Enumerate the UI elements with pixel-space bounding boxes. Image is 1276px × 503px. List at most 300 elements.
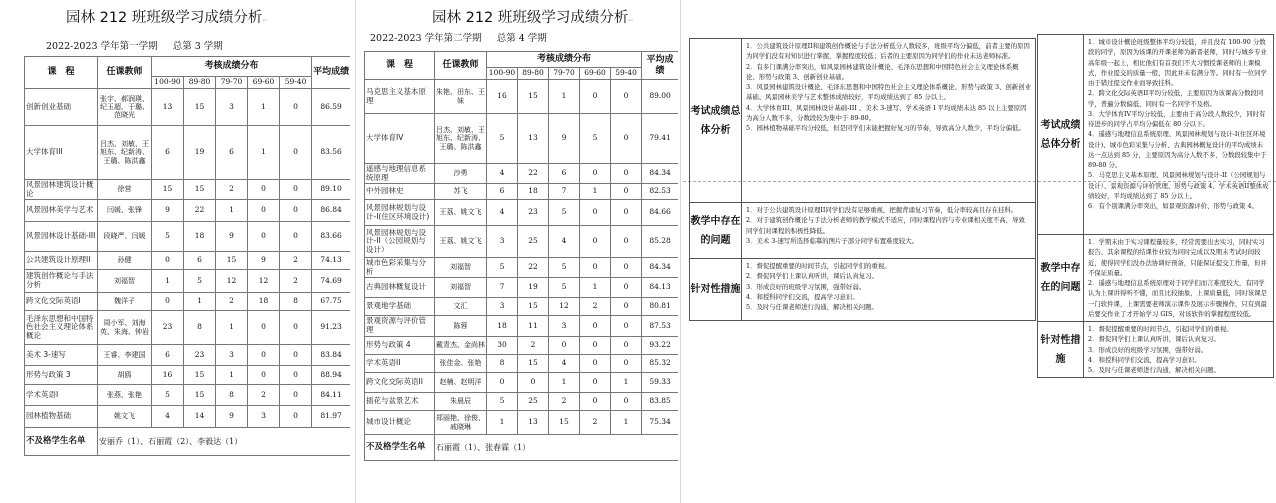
count-cell: 4 [549,355,580,373]
count-cell: 7 [549,184,580,200]
count-cell: 0 [611,164,642,184]
count-cell: 8 [280,293,312,311]
col-dist-header: 考核成绩分布 [152,57,312,77]
count-cell: 18 [487,316,518,337]
count-cell: 16 [487,80,518,114]
count-cell: 13 [518,411,549,435]
count-cell: 3 [487,298,518,316]
count-cell: 6 [152,126,184,180]
course-name-cell: 形势与政策 3 [25,366,98,385]
count-cell: 0 [580,200,611,226]
semester-info: 2022-2023 学年第一学期 总第 3 学期 [46,41,223,52]
avg-cell: 89.10 [312,180,350,200]
measure-item: 2．督促同学们上课认真听讲，课后认真复习。 [1088,335,1220,344]
course-name-cell: 跨文化交际英语I [25,293,98,311]
table-row [365,298,679,316]
count-cell: 25 [518,226,549,258]
teacher-cell: 文汇 [435,298,487,316]
table-row [365,278,679,298]
exam-analysis-label: 考试成绩总体分析 [690,39,742,203]
page-divider [680,0,681,503]
course-name-cell: 形势与政策 4 [365,337,435,355]
count-cell: 15 [152,180,184,200]
course-name-cell: 学术英语I [25,385,98,406]
count-cell: 3 [216,89,248,126]
teacher-cell: 刘福智 [435,258,487,278]
problem-text [1084,235,1274,322]
count-cell: 3 [549,316,580,337]
avg-cell: 75.34 [642,411,678,435]
course-name-cell: 大学体育IV [365,114,435,164]
count-cell: 0 [580,80,611,114]
count-cell: 2 [248,385,280,406]
avg-cell: 89.00 [642,80,678,114]
count-cell: 0 [611,278,642,298]
failing-list-label: 不及格学生名单 [25,428,98,456]
teacher-cell: 刘福智 [435,278,487,298]
measure-text [1084,322,1274,378]
failing-list: 安丽乔（1）、石丽霞（2）、李毅达（1） [98,428,351,456]
count-cell: 6 [152,345,184,366]
course-name-cell: 景观资源与评价管理 [365,316,435,337]
semester-info: 2022-2023 学年第二学期 总第 4 学期 [370,33,547,44]
analysis-item: 3．大学体育IV平均分较低，主要由于高分段人数较少，同时有待进步的同学占平均分偏低在 80 分以下。 [1088,109,1266,128]
course-name-cell: 园林植物基础 [25,406,98,428]
count-cell: 3 [487,226,518,258]
band-header: 59-40 [280,77,312,89]
count-cell: 1 [248,89,280,126]
course-name-cell: 跨文化交际英语II [365,373,435,393]
count-cell: 1 [580,184,611,200]
band-header: 89-80 [184,77,216,89]
count-cell: 4 [549,226,580,258]
count-cell: 22 [184,200,216,222]
course-name-cell: 建筑创作概论与手法分析 [25,270,98,293]
measure-item: 1．督促提醒重要的时间节点，引起同学们的重视。 [1088,325,1233,333]
analysis-table-semester-4 [1037,34,1274,378]
course-name-cell: 风景园林美学与艺术 [25,200,98,222]
avg-cell: 91.23 [312,311,350,345]
table-row [25,89,351,126]
teacher-cell: 戴青杰、金尚林 [435,337,487,355]
table-row [25,385,351,406]
avg-cell: 59.33 [642,373,678,393]
course-name-cell: 学术英语II [365,355,435,373]
table-row [25,222,351,252]
count-cell: 1 [611,411,642,435]
count-cell: 9 [152,200,184,222]
count-cell: 14 [184,406,216,428]
count-cell: 0 [611,184,642,200]
avg-cell: 84.11 [312,385,350,406]
measure-item: 5．及时与任课老师进行沟通，解决相关问题。 [746,303,878,311]
col-course-header: 课 程 [25,57,98,89]
teacher-cell: 苏飞 [435,184,487,200]
problem-item: 1．学期末由于实习课程量较多，经常需要出去实习，同时实习报告、其余课程的结课作业较为同时完成以及期末考试时间较近，使得同学们没办法协调好预备，只能保证提交工作量，但并不保证质量。 [1088,238,1267,277]
avg-cell: 83.84 [312,345,350,366]
count-cell: 9 [549,114,580,164]
teacher-cell: 朱晨辰 [435,393,487,411]
avg-cell: 86.59 [312,89,350,126]
count-cell: 19 [518,278,549,298]
count-cell: 0 [248,180,280,200]
table-row [365,184,679,200]
band-header: 100-90 [152,77,184,89]
problem-label: 教学中存在的问题 [1038,235,1084,322]
count-cell: 0 [611,80,642,114]
count-cell: 0 [280,385,312,406]
count-cell: 22 [518,258,549,278]
count-cell: 5 [152,385,184,406]
band-header: 69-60 [580,68,611,80]
count-cell: 0 [248,366,280,385]
band-header: 79-70 [216,77,248,89]
count-cell: 18 [248,293,280,311]
course-name-cell: 中外园林史 [365,184,435,200]
measure-item: 5．及时与任课老师进行沟通，解决相关问题。 [1088,366,1220,374]
col-teacher-header: 任课教师 [98,57,152,89]
analysis-item: 5．马克思主义基本原理、风景园林规划与设计-II（公园规划与设计）、景观资源与评价管理、形势与政策 4、学术英语II整体成绩较好，平均成绩达到了 85 分以上。 [1088,171,1269,200]
count-cell: 11 [518,316,549,337]
count-cell: 0 [611,337,642,355]
count-cell: 15 [184,385,216,406]
teacher-cell: 孙健 [98,252,152,270]
measure-item: 3．形成良好的班级学习氛围，强带好弱。 [746,282,866,291]
count-cell: 1 [216,200,248,222]
measure-text [742,259,1036,321]
table-row [365,316,679,337]
table-row [365,355,679,373]
count-cell: 25 [518,393,549,411]
count-cell: 5 [580,114,611,164]
count-cell: 1 [549,373,580,393]
col-avg-header: 平均成绩 [312,57,350,89]
teacher-cell: 姚文飞 [98,406,152,428]
count-cell: 1 [580,278,611,298]
table-row [25,311,351,345]
analysis-item: 1．城市设计概论班级整体平均分较低，并且没有 100-90 分数段的同学，原因为该课的开课老师为新晋老师，同时与城乡专业高年级一起上，相比他们有首我们不大习惯授课老师的上课模式，作业提交的质量一般，因此并未有满分等。同时有一位同学由于错过提交作业而导致挂科。 [1088,38,1267,87]
band-header: 69-60 [248,77,280,89]
avg-cell: 93.22 [642,337,678,355]
count-cell: 23 [184,345,216,366]
teacher-cell: 沙勇 [435,164,487,184]
problem-item: 3．美术 3-速写所选择临摹的图片子部分同学布置难度较大。 [746,236,919,245]
col-course-header: 课 程 [365,52,435,80]
count-cell: 5 [487,258,518,278]
teacher-cell: 刘福智 [98,270,152,293]
count-cell: 0 [580,316,611,337]
count-cell: 4 [487,164,518,184]
count-cell: 2 [580,411,611,435]
count-cell: 0 [280,89,312,126]
exam-analysis-label: 考试成绩总体分析 [1038,35,1084,235]
course-name-cell: 城市色彩采集与分析 [365,258,435,278]
analysis-page [683,0,1276,503]
table-row [365,164,679,184]
count-cell: 8 [216,385,248,406]
sheet-title: 园林 212 班班级学习成绩分析↵ [66,10,268,26]
sheet-semester-4 [360,0,678,503]
table-row [25,126,351,180]
count-cell: 1 [248,126,280,180]
count-cell: 2 [216,180,248,200]
course-name-cell: 大学体育III [25,126,98,180]
count-cell: 2 [280,252,312,270]
teacher-cell: 段晓严、闫媛 [98,222,152,252]
count-cell: 0 [518,373,549,393]
analysis-item: 2．跨文化交际英语II平均分较低，主要原因为该课高分数段同学，普遍分数偏低，同时有一名同学不及格。 [1088,89,1264,108]
count-cell: 0 [611,200,642,226]
count-cell: 15 [518,355,549,373]
avg-cell: 85.32 [642,355,678,373]
count-cell: 7 [487,278,518,298]
count-cell: 1 [611,373,642,393]
band-header: 89-80 [518,68,549,80]
count-cell: 0 [611,114,642,164]
sheet-semester-3 [0,0,350,503]
count-cell: 0 [280,345,312,366]
count-cell: 0 [580,164,611,184]
count-cell: 16 [152,366,184,385]
count-cell: 19 [184,126,216,180]
table-row [365,226,679,258]
count-cell: 0 [487,373,518,393]
count-cell: 0 [580,337,611,355]
count-cell: 0 [248,345,280,366]
avg-cell: 83.56 [312,126,350,180]
table-row [365,258,679,278]
course-name-cell: 景观地学基础 [365,298,435,316]
course-name-cell: 公共建筑设计原理II [25,252,98,270]
analysis-item: 2．有多门课满分率突出，如风景园林建筑设计概论、毛泽东思想和中国特色社会主义理论体系概论、形势与政策 3、创新创业基础。 [746,62,1019,81]
course-name-cell: 创新创业基础 [25,89,98,126]
analysis-item: 6．有个别课满分率突出，如景观资源评价、形势与政策 4。 [1088,202,1258,210]
count-cell: 2 [518,337,549,355]
count-cell: 0 [611,355,642,373]
teacher-cell: 张燕、张艳 [98,385,152,406]
problem-item: 1．对于公共建筑设计原理II同学们没有足够重视，把握背诵复习节奏，低分率较高且存在挂科。 [746,206,1018,214]
analysis-item: 4．大学体育III、风景园林设计基础-III 、美术 3-速写、学术英语 I 平均成绩未达 85 以上主要原因为高分人数不多，分数段较为集中于 89-80。 [746,103,1027,122]
count-cell: 12 [248,270,280,293]
count-cell: 13 [518,114,549,164]
teacher-cell: 周小军、刘海英、朱海、钟岩 [98,311,152,345]
count-cell: 15 [184,180,216,200]
table-row [25,270,351,293]
teacher-cell: 胡鸥 [98,366,152,385]
avg-cell: 79.41 [642,114,678,164]
teacher-cell: 朱艳、田东、王妹 [435,80,487,114]
count-cell: 15 [216,252,248,270]
count-cell: 15 [518,298,549,316]
problem-item: 2．遥感与地理信息系统原理对于同学们而言难度较大，有同学认为上课讲得听不懂，而且比较抽象，上课质量低，同时该课是一门软件课，上课需要老师演示课件及展示步骤操作，只有到最后要交作业了才开始学习 GIS，对该软件的掌握程度较低。 [1088,279,1267,318]
teacher-cell: 闫媛、张锋 [98,200,152,222]
count-cell: 5 [487,393,518,411]
course-name-cell: 风景园林规划与设计-I(住区环境设计) [365,200,435,226]
sheet-title: 园林 212 班班级学习成绩分析↵ [432,10,634,26]
course-name-cell: 风景园林规划与设计-II（公园规划与设计） [365,226,435,258]
teacher-cell: 张佳金、张艳 [435,355,487,373]
table-row [25,366,351,385]
count-cell: 0 [280,222,312,252]
col-dist-header: 考核成绩分布 [487,52,642,68]
band-header: 59-40 [611,68,642,80]
count-cell: 0 [611,316,642,337]
count-cell: 0 [280,366,312,385]
count-cell: 15 [518,80,549,114]
count-cell: 2 [580,298,611,316]
count-cell: 4 [487,200,518,226]
analysis-item: 3．风景园林建筑设计概论、毛泽东思想和中国特色社会主义理论体系概论、形势与政策 3、创新创业基础、风景园林美学与艺术整体成绩较好，平均成绩达到了 85 分以上。 [746,83,1031,102]
table-row [365,80,679,114]
count-cell: 0 [611,226,642,258]
count-cell: 0 [580,226,611,258]
avg-cell: 88.94 [312,366,350,385]
measure-item: 4．和授科同学们交流，提高学习意识。 [1088,355,1201,364]
failing-list: 石丽霞（1）、张春霖（1） [435,435,679,461]
count-cell: 15 [549,411,580,435]
count-cell: 0 [248,311,280,345]
analysis-item: 4．遥感与地理信息系统原理、风景园林规划与设计-I(住区环境设计)、城市色彩采集与分析、古典园林概复设计的平均成绩未达一点达到 85 分，主要原因为高分人数不多，分数段较集中于 89-80 分。 [1088,130,1267,169]
page-divider [355,0,356,503]
count-cell: 23 [152,311,184,345]
avg-cell: 81.97 [312,406,350,428]
count-cell: 6 [184,252,216,270]
count-cell: 6 [216,126,248,180]
table-row [365,114,679,164]
count-cell: 8 [487,355,518,373]
count-cell: 23 [518,200,549,226]
table-row [365,337,679,355]
course-name-cell: 遥感与地理信息系统原理 [365,164,435,184]
table-row [25,293,351,311]
count-cell: 22 [518,164,549,184]
count-cell: 0 [580,373,611,393]
grade-table [364,51,678,461]
count-cell: 0 [611,393,642,411]
measure-item: 1．督促提醒重要的时间节点，引起同学们的重视。 [746,262,891,270]
col-avg-header: 平均成绩 [642,52,678,80]
analysis-table-semester-3 [689,38,1036,321]
table-row [25,345,351,366]
avg-cell: 67.75 [312,293,350,311]
count-cell: 2 [280,270,312,293]
course-name-cell: 插花与盆景艺术 [365,393,435,411]
course-name-cell: 风景园林设计基础-III [25,222,98,252]
course-name-cell: 美术 3-速写 [25,345,98,366]
avg-cell: 74.69 [312,270,350,293]
table-row [365,411,679,435]
count-cell: 5 [549,258,580,278]
count-cell: 18 [184,222,216,252]
table-row [365,200,679,226]
count-cell: 4 [152,406,184,428]
problem-text [742,203,1036,259]
count-cell: 18 [518,184,549,200]
avg-cell: 85.28 [642,226,678,258]
count-cell: 6 [549,164,580,184]
avg-cell: 84.34 [642,164,678,184]
table-row [25,180,351,200]
teacher-cell: 王荔、姚文飞 [435,200,487,226]
teacher-cell: 郑丽艳、徐俊、戚晓琳 [435,411,487,435]
band-header: 79-70 [549,68,580,80]
count-cell: 15 [184,89,216,126]
measure-label: 针对性措施 [1038,322,1084,378]
band-header: 100-90 [487,68,518,80]
count-cell: 0 [280,180,312,200]
problem-item: 2．对于建筑创作概论与手法分析老师的教学模式不适应，同时课程内容与专业课相关度不高，导致同学们对课程的积极性降低。 [746,216,1025,235]
count-cell: 5 [487,114,518,164]
count-cell: 0 [611,258,642,278]
count-cell: 9 [216,406,248,428]
count-cell: 0 [580,258,611,278]
measure-label: 针对性措施 [690,259,742,321]
avg-cell: 84.66 [642,200,678,226]
count-cell: 30 [487,337,518,355]
count-cell: 13 [152,89,184,126]
teacher-cell: 陈蓉 [435,316,487,337]
avg-cell: 87.53 [642,316,678,337]
course-name-cell: 风景园林建筑设计概论 [25,180,98,200]
table-row [25,252,351,270]
count-cell: 12 [549,298,580,316]
avg-cell: 86.84 [312,200,350,222]
count-cell: 1 [549,80,580,114]
count-cell: 0 [280,126,312,180]
count-cell: 1 [152,270,184,293]
avg-cell: 80.81 [642,298,678,316]
count-cell: 9 [216,222,248,252]
teacher-cell: 王荔、姚文飞 [435,226,487,258]
count-cell: 12 [216,270,248,293]
problem-label: 教学中存在的问题 [690,203,742,259]
teacher-cell: 魏洋子 [98,293,152,311]
count-cell: 0 [280,200,312,222]
failing-list-label: 不及格学生名单 [365,435,435,461]
count-cell: 0 [248,200,280,222]
col-teacher-header: 任课教师 [435,52,487,80]
count-cell: 0 [280,406,312,428]
teacher-cell: 赵楠、赵明洋 [435,373,487,393]
count-cell: 8 [184,311,216,345]
table-row [365,393,679,411]
avg-cell: 84.34 [642,258,678,278]
count-cell: 9 [248,252,280,270]
teacher-cell: 王睿、李建国 [98,345,152,366]
count-cell: 1 [184,293,216,311]
table-row [25,200,351,222]
count-cell: 5 [152,222,184,252]
count-cell: 0 [580,393,611,411]
count-cell: 0 [611,298,642,316]
count-cell: 0 [152,293,184,311]
count-cell: 6 [487,184,518,200]
count-cell: 0 [280,311,312,345]
avg-cell: 74.13 [312,252,350,270]
avg-cell: 82.53 [642,184,678,200]
count-cell: 5 [184,270,216,293]
count-cell: 3 [216,345,248,366]
avg-cell: 83.66 [312,222,350,252]
analysis-item: 1．公共建筑设计原理II和建筑创作概论与手法分析低分人数较多，班级平均分偏低，前者主要的原因为同学们没有对知识进行掌握，掌握程度较低；后者的主要原因为同学们的作业未达老师标准。 [746,42,1030,61]
analysis-item: 5．园林植物基础平均分较低，但是同学们未能把握好复习的节奏，导致高分人数少，平均分偏低。 [746,124,1025,132]
count-cell: 1 [487,411,518,435]
teacher-cell: 张宇、郝润瑛、纪玉超、于璐、范晓光 [98,89,152,126]
exam-analysis-text [742,39,1036,203]
measure-item: 3．形成良好的班级学习氛围，强带好弱。 [1088,345,1208,354]
teacher-cell: 吕杰、刘敏、王旭东、纪新涛、王璐、陈洪鑫 [98,126,152,180]
count-cell: 1 [216,366,248,385]
